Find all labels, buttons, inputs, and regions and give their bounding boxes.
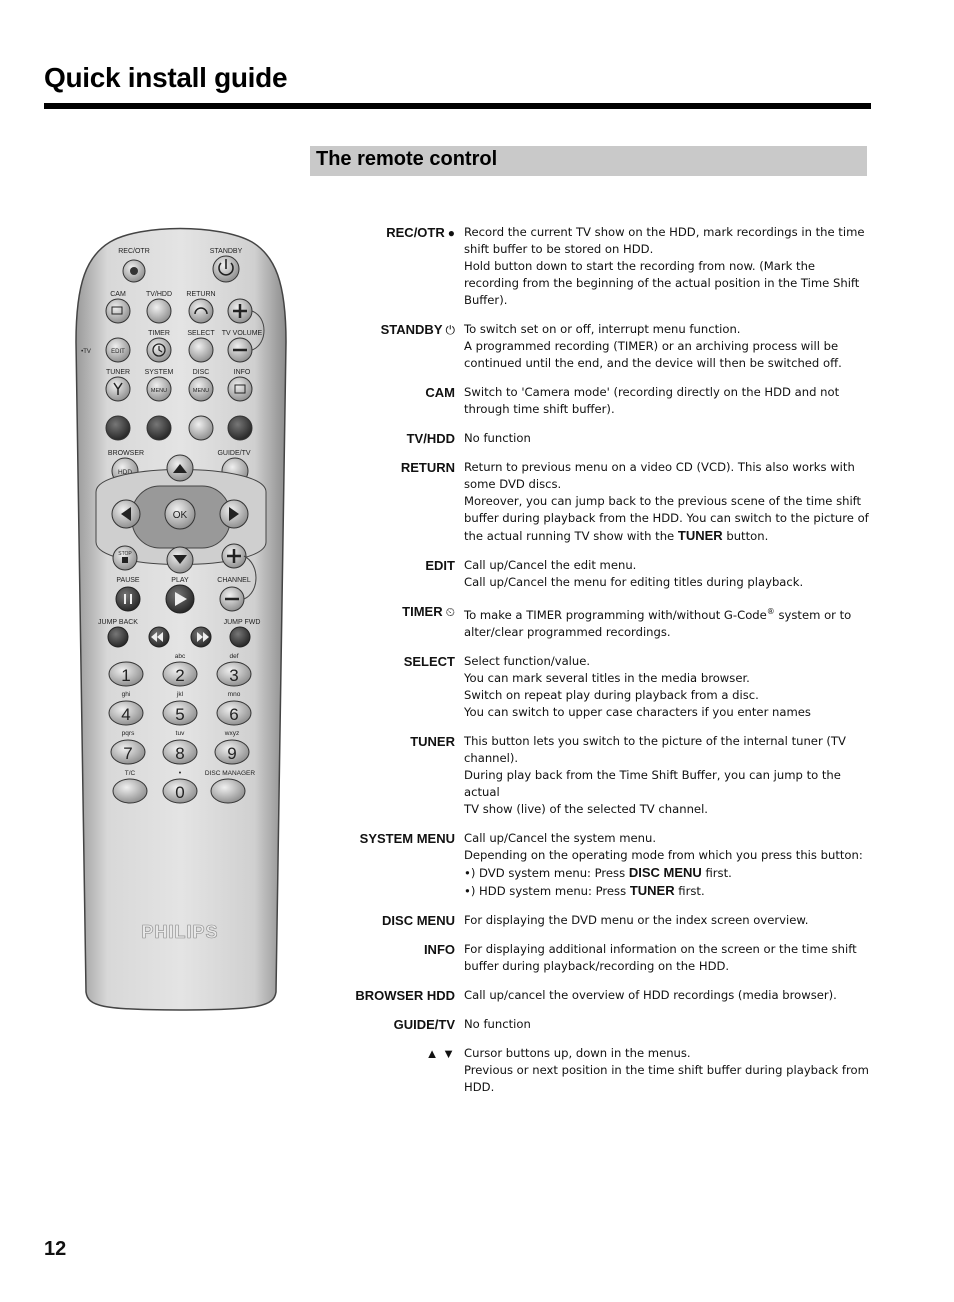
- entry-label-text: GUIDE/TV: [393, 1016, 455, 1032]
- description-text: Hold button down to start the recording from now. (Mark the: [464, 259, 816, 273]
- tvhdd-button: [147, 299, 171, 323]
- entry-symbol-icon: ⏻: [445, 323, 455, 337]
- description-text: •) HDD system menu: Press: [464, 883, 630, 898]
- description-text: Call up/Cancel the edit menu.: [464, 558, 637, 572]
- color-button-yellow: [189, 416, 213, 440]
- description-line: [464, 704, 870, 721]
- description-line: [464, 687, 870, 704]
- entry-description: [464, 1016, 870, 1033]
- entry-label-text: TIMER: [402, 604, 443, 619]
- description-text: Previous or next position in the time shift buffer during playback from: [464, 1062, 869, 1077]
- description-text: Call up/Cancel the menu for editing titles during playback.: [464, 575, 804, 589]
- description-line: [464, 670, 870, 687]
- description-line: [464, 941, 870, 958]
- description-text: Switch on repeat play during playback from a disc.: [464, 687, 759, 702]
- description-line: [464, 510, 870, 527]
- description-entry: [330, 430, 870, 447]
- tc-button: [113, 779, 147, 803]
- jump-back-button: [108, 627, 128, 647]
- description-line: [464, 767, 870, 801]
- standby-label: STANDBY: [209, 248, 243, 255]
- disc-label: DISC: [192, 369, 210, 376]
- description-line: [464, 882, 870, 900]
- entry-description: [464, 912, 870, 929]
- entry-label: [330, 733, 455, 750]
- description-text: No function: [464, 431, 531, 445]
- color-button-red: [106, 416, 130, 440]
- description-line: [464, 527, 870, 545]
- select-label: SELECT: [187, 330, 215, 337]
- guidetv-label: GUIDE/TV: [217, 450, 251, 457]
- description-line: [464, 733, 870, 750]
- description-text: through time shift buffer).: [464, 402, 615, 416]
- description-text: For displaying the DVD menu or the index screen overview.: [464, 912, 809, 927]
- entry-label: [330, 1045, 455, 1062]
- description-line: [464, 355, 870, 372]
- description-text: •) DVD system menu: Press: [464, 865, 629, 880]
- section-title: The remote control: [316, 148, 498, 170]
- entry-label: [330, 653, 455, 670]
- description-text: To switch set on or off, interrupt menu function.: [464, 322, 741, 336]
- description-text: Select function/value.: [464, 653, 591, 668]
- entry-label-text: INFO: [423, 941, 455, 957]
- hdd-button-label: HDD: [117, 469, 133, 476]
- description-text: DISC MENU: [628, 864, 702, 880]
- description-line: [464, 1079, 870, 1096]
- description-text: This button lets you switch to the picture of the internal tuner (TV: [464, 733, 846, 748]
- description-text: buffer during playback/recording on the HDD.: [464, 958, 730, 973]
- description-entry: [330, 733, 870, 818]
- description-text: system or to: [774, 607, 852, 622]
- entry-description: [464, 224, 870, 309]
- entry-label: [330, 430, 455, 447]
- entry-label-text: RETURN: [400, 460, 455, 475]
- key-ghi-label: ghi: [121, 691, 131, 698]
- ok-button-label: OK: [172, 510, 188, 521]
- description-text: first.: [674, 883, 705, 898]
- description-line: [464, 275, 870, 292]
- entry-label-text: SELECT: [403, 653, 455, 669]
- description-line: [464, 624, 870, 641]
- pause-button: [116, 587, 140, 611]
- description-line: [464, 653, 870, 670]
- entry-label: [330, 603, 455, 621]
- description-entry: [330, 1016, 870, 1033]
- key-wxyz-label: wxyz: [224, 730, 240, 737]
- entry-label: [330, 459, 455, 476]
- entry-symbol-icon: ●: [447, 226, 455, 240]
- description-line: [464, 430, 870, 447]
- entry-label: [330, 224, 455, 242]
- color-button-green: [147, 416, 171, 440]
- button-description-list: [330, 224, 870, 1108]
- key-def-label: def: [229, 653, 239, 660]
- section-heading-box: [310, 146, 867, 176]
- jumpback-label: JUMP BACK: [98, 619, 138, 626]
- description-text: the actual running TV show with the: [464, 529, 678, 543]
- entry-description: [464, 459, 870, 545]
- pause-label: PAUSE: [116, 577, 140, 584]
- entry-label-text: STANDBY: [380, 322, 443, 337]
- entry-label: [330, 384, 455, 401]
- description-line: [464, 321, 870, 338]
- svg-text:8: 8: [175, 744, 185, 763]
- disc-menu-button-label: MENU: [192, 388, 210, 394]
- description-text: first.: [701, 865, 732, 880]
- description-line: [464, 241, 870, 258]
- tuner-label: TUNER: [105, 369, 131, 376]
- description-text: ®: [766, 607, 775, 616]
- svg-text:5: 5: [175, 705, 185, 724]
- entry-description: [464, 941, 870, 975]
- entry-label: [330, 1016, 455, 1033]
- play-label: PLAY: [171, 577, 189, 584]
- description-entry: [330, 912, 870, 929]
- color-button-blue: [228, 416, 252, 440]
- svg-text:1: 1: [121, 666, 131, 685]
- cam-button: [106, 299, 130, 323]
- return-button: [189, 299, 213, 323]
- jumpfwd-label: JUMP FWD: [223, 619, 261, 626]
- channel-label: CHANNEL: [217, 577, 251, 584]
- disc-manager-button: [211, 779, 245, 803]
- svg-text:4: 4: [121, 705, 131, 724]
- description-text: button.: [722, 529, 769, 543]
- description-text: buffer during playback from the HDD. You can switch to the picture of: [464, 511, 869, 525]
- description-line: [464, 292, 870, 309]
- stop-icon: [122, 557, 128, 563]
- description-text: TUNER: [677, 528, 723, 543]
- rec-label: REC/OTR: [118, 248, 150, 255]
- entry-label-text: TV/HDD: [406, 431, 455, 446]
- description-text: Call up/cancel the overview of HDD recordings (media browser).: [464, 987, 837, 1002]
- description-line: [464, 801, 870, 818]
- entry-description: [464, 830, 870, 900]
- description-entry: [330, 321, 870, 372]
- timer-label: TIMER: [148, 330, 170, 337]
- description-entry: [330, 557, 870, 591]
- entry-description: [464, 430, 870, 447]
- svg-text:6: 6: [229, 705, 239, 724]
- description-line: [464, 224, 870, 241]
- description-line: [464, 258, 870, 275]
- tvhdd-label: TV/HDD: [145, 291, 173, 298]
- description-text: Switch to 'Camera mode' (recording directly on the HDD and not: [464, 385, 840, 399]
- key-abc-label: abc: [174, 653, 186, 660]
- description-entry: [330, 603, 870, 641]
- svg-text:0: 0: [175, 783, 185, 802]
- description-text: Buffer).: [464, 293, 508, 307]
- description-entry: [330, 224, 870, 309]
- description-line: [464, 338, 870, 355]
- description-line: [464, 750, 870, 767]
- rec-dot-icon: [130, 267, 138, 275]
- info-button: [228, 377, 252, 401]
- entry-description: [464, 603, 870, 641]
- svg-text:3: 3: [229, 666, 239, 685]
- description-entry: [330, 384, 870, 418]
- entry-description: [464, 557, 870, 591]
- tc-label: T/C: [124, 770, 136, 777]
- system-menu-button-label: MENU: [150, 388, 168, 394]
- system-label: SYSTEM: [144, 369, 174, 376]
- description-text: TUNER: [629, 882, 675, 898]
- description-text: You can mark several titles in the media browser.: [464, 670, 750, 685]
- description-text: During play back from the Time Shift Buffer, you can jump to the actual: [464, 767, 841, 799]
- key-jkl-label: jkl: [176, 691, 184, 698]
- description-text: You can switch to upper case characters if you enter names: [464, 704, 811, 719]
- description-line: [464, 476, 870, 493]
- description-text: alter/clear programmed recordings.: [464, 624, 671, 639]
- svg-text:2: 2: [175, 666, 185, 685]
- key-pqrs-label: pqrs: [121, 730, 135, 737]
- description-text: Cursor buttons up, down in the menus.: [464, 1045, 691, 1060]
- description-line: [464, 1016, 870, 1033]
- cam-label: CAM: [110, 291, 126, 298]
- return-label: RETURN: [186, 291, 216, 298]
- remote-control-illustration: [70, 222, 292, 1012]
- description-entry: [330, 987, 870, 1004]
- jump-fwd-button: [230, 627, 250, 647]
- description-text: To make a TIMER programming with/without G-Code: [464, 607, 767, 622]
- entry-description: [464, 1045, 870, 1096]
- description-text: A programmed recording (TIMER) or an archiving process will be: [464, 339, 839, 353]
- page-number: 12: [44, 1238, 67, 1260]
- dot-label: •: [178, 770, 182, 777]
- description-entry: [330, 830, 870, 900]
- entry-description: [464, 653, 870, 721]
- title-rule: [44, 103, 871, 109]
- description-line: [464, 493, 870, 510]
- entry-symbol-icon: ⏲: [445, 605, 455, 619]
- description-line: [464, 864, 870, 882]
- description-line: [464, 384, 870, 401]
- entry-label-text: REC/OTR: [386, 225, 445, 240]
- description-line: [464, 830, 870, 847]
- description-line: [464, 603, 870, 624]
- entry-description: [464, 321, 870, 372]
- entry-label: [330, 912, 455, 929]
- info-label: INFO: [233, 369, 251, 376]
- description-text: Moreover, you can jump back to the previous scene of the time shift: [464, 494, 862, 508]
- edit-button-label: EDIT: [111, 349, 125, 355]
- stop-button-label: STOP: [118, 551, 132, 557]
- description-line: [464, 557, 870, 574]
- description-line: [464, 987, 870, 1004]
- description-text: Record the current TV show on the HDD, mark recordings in the time: [464, 225, 865, 239]
- select-button: [189, 338, 213, 362]
- entry-description: [464, 384, 870, 418]
- description-text: For displaying additional information on the screen or the time shift: [464, 941, 857, 956]
- entry-label: [330, 321, 455, 339]
- description-line: [464, 459, 870, 476]
- description-text: Call up/Cancel the system menu.: [464, 830, 657, 845]
- key-mno-label: mno: [227, 691, 241, 698]
- entry-label: [330, 557, 455, 574]
- description-text: shift buffer to be stored on HDD.: [464, 242, 654, 256]
- description-text: continued until the end, and the device will then be switched off.: [464, 356, 842, 370]
- description-entry: [330, 653, 870, 721]
- tv-label: •TV: [81, 349, 91, 355]
- description-text: recording from the beginning of the actual position in the Time Shift: [464, 276, 860, 290]
- description-entry: [330, 1045, 870, 1096]
- entry-label: [330, 987, 455, 1004]
- entry-label: [330, 830, 455, 847]
- description-line: [464, 912, 870, 929]
- description-line: [464, 574, 870, 591]
- description-text: Return to previous menu on a video CD (VCD). This also works with: [464, 460, 855, 474]
- description-line: [464, 401, 870, 418]
- description-text: channel).: [464, 750, 519, 765]
- description-line: [464, 958, 870, 975]
- tvvolume-label: TV VOLUME: [221, 330, 263, 337]
- entry-label-text: TUNER: [410, 733, 455, 749]
- entry-label-text: ▲ ▼: [425, 1045, 455, 1061]
- description-text: No function: [464, 1016, 531, 1031]
- description-text: TV show (live) of the selected TV channel.: [464, 801, 708, 816]
- description-text: some DVD discs.: [464, 477, 562, 491]
- svg-text:9: 9: [227, 744, 237, 763]
- entry-description: [464, 987, 870, 1004]
- description-entry: [330, 459, 870, 545]
- browser-label: BROWSER: [107, 450, 145, 457]
- page-title: Quick install guide: [44, 62, 288, 93]
- description-entry: [330, 941, 870, 975]
- svg-text:7: 7: [123, 744, 133, 763]
- entry-label: [330, 941, 455, 958]
- entry-description: [464, 733, 870, 818]
- key-tuv-label: tuv: [175, 730, 185, 737]
- description-line: [464, 847, 870, 864]
- description-line: [464, 1062, 870, 1079]
- description-line: [464, 1045, 870, 1062]
- entry-label-text: EDIT: [425, 558, 455, 573]
- entry-label-text: CAM: [425, 385, 455, 400]
- entry-label-text: DISC MENU: [382, 912, 455, 928]
- brand-logo: PHILIPS: [141, 922, 219, 942]
- entry-label-text: SYSTEM MENU: [359, 830, 455, 846]
- discmanager-label: DISC MANAGER: [204, 770, 256, 777]
- description-text: HDD.: [464, 1079, 495, 1094]
- entry-label-text: BROWSER HDD: [355, 987, 455, 1003]
- description-text: Depending on the operating mode from which you press this button:: [464, 847, 863, 862]
